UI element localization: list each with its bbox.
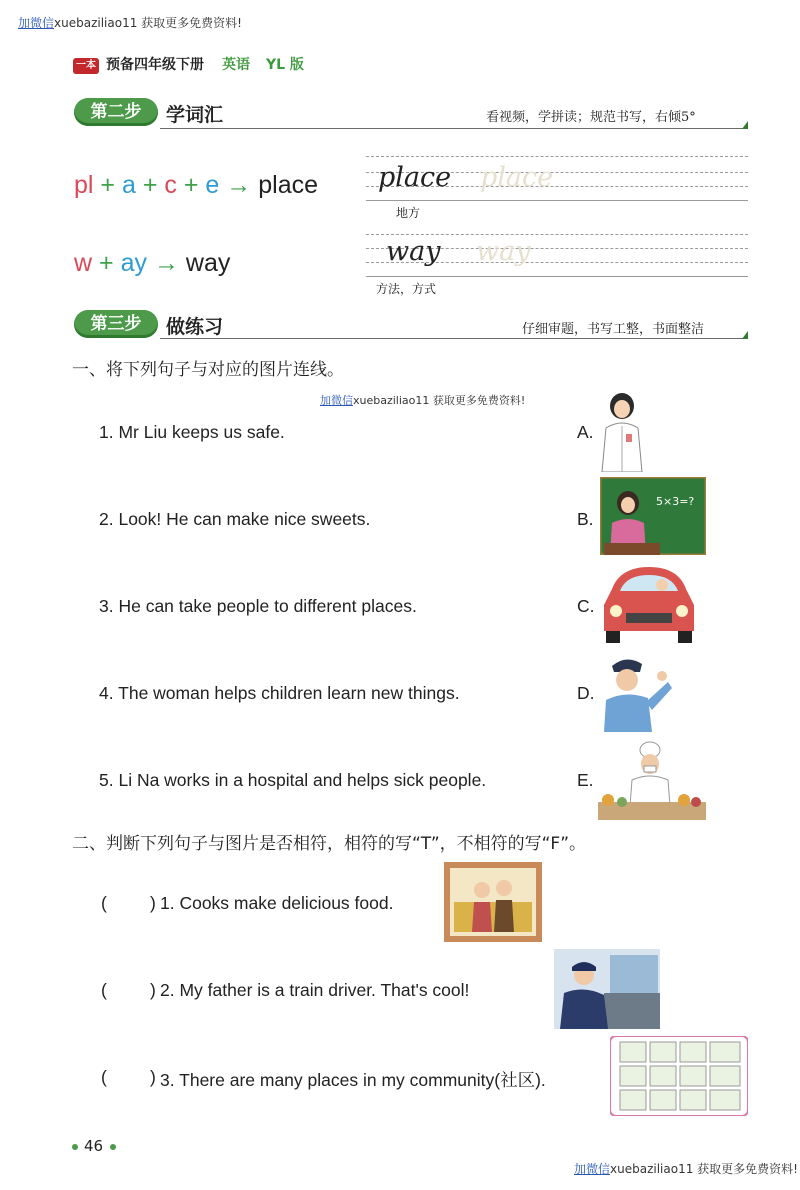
writing-line: [366, 200, 748, 201]
watermark-prefix: 加微信: [18, 16, 55, 30]
watermark-prefix: 加微信: [574, 1162, 611, 1176]
part2-heading: 二、判断下列句子与图片是否相符，相符的写“T”，不相符的写“F”。: [72, 834, 587, 854]
judge-answer-slot-3[interactable]: [112, 1062, 148, 1088]
part1-heading: 一、将下列句子与对应的图片连线。: [72, 360, 344, 380]
phonics-way: [74, 249, 230, 278]
watermark-top: [18, 14, 242, 31]
book-subject: 英语: [222, 57, 250, 73]
watermark-id: xuebaziliao11: [353, 394, 430, 407]
train-driver-picture: [554, 949, 660, 1029]
match-letter-b: B.: [577, 509, 594, 529]
community-map-picture: [610, 1036, 748, 1116]
phonic-part: e: [205, 171, 220, 199]
judge-sentence-2: 2. My father is a train driver. That's cool!: [160, 980, 470, 1000]
step2-label: 第二步: [74, 98, 158, 126]
step3-label: 第三步: [74, 310, 158, 338]
watermark-id: xuebaziliao11: [54, 16, 138, 30]
judge-sentence-1: 1. Cooks make delicious food.: [160, 893, 394, 913]
teacher-picture: [600, 477, 706, 555]
match-sentence-5: 5. Li Na works in a hospital and helps sick people.: [99, 770, 487, 790]
corner-triangle-icon: [742, 331, 748, 339]
page-dot-icon: [72, 1144, 78, 1150]
phonic-part: ay: [120, 249, 147, 277]
watermark-bottom: [574, 1160, 798, 1177]
step2-title: 学词汇: [166, 104, 224, 126]
script-word-way: way: [386, 236, 441, 267]
phonic-part: a: [121, 171, 136, 199]
phonic-part: w: [74, 249, 93, 277]
phonic-plus: +: [183, 171, 199, 199]
match-sentence-2: 2. Look! He can make nice sweets.: [99, 509, 371, 529]
step3-tip: 仔细审题，书写工整，书面整洁: [522, 322, 705, 337]
match-sentence-1: 1. Mr Liu keeps us safe.: [99, 422, 285, 442]
match-letter-d: D.: [577, 683, 595, 703]
driver-picture: [600, 565, 698, 645]
watermark-middle: [320, 392, 525, 408]
watermark-suffix: 获取更多免费资料!: [141, 16, 242, 30]
judge-paren-open-3: (: [101, 1067, 107, 1087]
cook-picture: [598, 740, 706, 820]
meaning-way: 方法，方式: [376, 282, 437, 296]
phonics-place: [74, 171, 318, 200]
match-letter-c: C.: [577, 596, 595, 616]
phonic-word: place: [258, 171, 318, 199]
page-dot-icon: [110, 1144, 116, 1150]
watermark-id: xuebaziliao11: [610, 1162, 694, 1176]
book-title: 预备四年级下册: [106, 57, 204, 73]
judge-paren-close-1: ): [150, 893, 156, 913]
match-sentence-4: 4. The woman helps children learn new things.: [99, 683, 460, 703]
police-picture: [600, 652, 674, 732]
phonic-part: pl: [74, 171, 94, 199]
judge-sentence-3: 3. There are many places in my community(社区).: [160, 1070, 546, 1090]
arrow-icon: →: [226, 171, 252, 199]
judge-paren-close-3: ): [150, 1067, 156, 1087]
step2-rule: [160, 128, 746, 129]
meaning-place: 地方: [396, 206, 421, 220]
judge-answer-slot-1[interactable]: [112, 888, 148, 914]
farmer-family-picture: [444, 862, 542, 942]
book-badge: 一本: [73, 58, 99, 74]
phonic-plus: +: [99, 249, 114, 277]
step3-rule: [160, 338, 746, 339]
phonic-part: c: [164, 171, 177, 199]
page-number: 46: [84, 1137, 104, 1155]
judge-paren-open-1: (: [101, 893, 107, 913]
trace-word-place: place: [480, 162, 554, 193]
match-letter-e: E.: [577, 770, 594, 790]
blackboard-text: 5×3=?: [656, 495, 695, 508]
corner-triangle-icon: [742, 121, 748, 129]
phonic-plus: +: [100, 171, 116, 199]
writing-line: [366, 276, 748, 277]
judge-paren-open-2: (: [101, 980, 107, 1000]
step3-title: 做练习: [166, 316, 224, 338]
phonic-plus: +: [142, 171, 158, 199]
match-letter-a: A.: [577, 422, 594, 442]
step2-tip: 看视频，学拼读；规范书写，右倾5°: [486, 110, 696, 125]
trace-word-way: way: [476, 236, 531, 267]
match-sentence-3: 3. He can take people to different places.: [99, 596, 417, 616]
script-word-place: place: [378, 162, 452, 193]
judge-paren-close-2: ): [150, 980, 156, 1000]
watermark-suffix: 获取更多免费资料!: [697, 1162, 798, 1176]
phonic-word: way: [185, 249, 231, 277]
arrow-icon: →: [153, 249, 179, 277]
writing-line: [366, 156, 748, 157]
doctor-picture: [598, 388, 646, 472]
book-edition: YL 版: [266, 57, 304, 73]
writing-line: [366, 234, 748, 235]
watermark-prefix: 加微信: [320, 394, 353, 407]
watermark-suffix: 获取更多免费资料!: [432, 394, 526, 407]
judge-answer-slot-2[interactable]: [112, 975, 148, 1001]
